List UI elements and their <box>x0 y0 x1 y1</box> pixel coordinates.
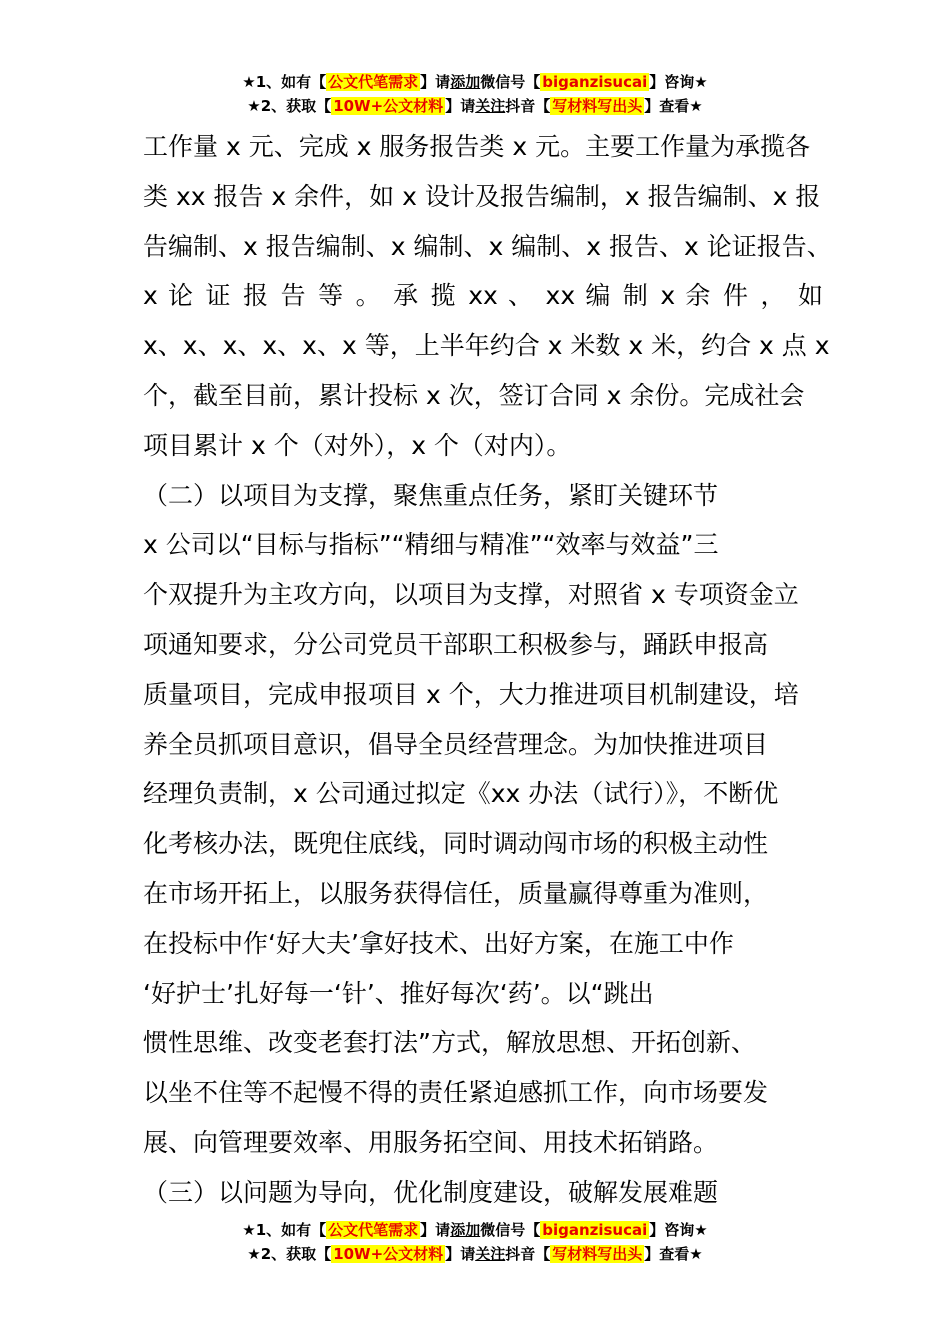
text-line: ‘好护士’扎好每一‘针’、推好每次‘药’。以“跳出 <box>143 978 654 1008</box>
text-line: 质量项目，完成申报项目 x 个，大力推进项目机制建设，培 <box>143 679 799 709</box>
text-line: 在投标中作‘好大夫’拿好技术、出好方案，在施工中作 <box>143 928 734 958</box>
banner-highlight: 公文代笔需求 <box>328 73 419 91</box>
text-line: 化考核办法，既兜住底线，同时调动闯市场的积极主动性 <box>143 829 769 859</box>
banner-douyin-id: 写材料写出头 <box>552 97 643 115</box>
text-line: 展、向管理要效率、用服务拓空间、用技术拓销路。 <box>143 1127 719 1157</box>
text-line: 以坐不住等不起慢不得的责任紧迫感抓工作，向市场要发 <box>143 1078 769 1108</box>
banner-wechat-id: biganzisucai <box>542 1221 648 1239</box>
text-line: 告编制、x 报告编制、x 编制、x 编制、x 报告、x 论证报告、 <box>143 231 832 261</box>
text-line: x 公司以“目标与指标”“精细与精准”“效率与效益”三 <box>143 530 719 560</box>
banner-highlight: 10W+公文材料 <box>333 97 444 115</box>
text-line: 养全员抓项目意识，倡导全员经营理念。为加快推进项目 <box>143 729 769 759</box>
section-heading: （二）以项目为支撑，聚焦重点任务，紧盯关键环节 <box>143 480 719 510</box>
banner-line-1: ★1、如有【 公文代笔需求 】请添加微信号【 biganzisucai 】咨询★ <box>242 1221 708 1239</box>
document-body <box>143 122 832 1218</box>
top-banner <box>0 70 950 118</box>
banner-douyin-id: 写材料写出头 <box>552 1245 643 1263</box>
text-line: 个，截至目前，累计投标 x 次，签订合同 x 余份。完成社会 <box>143 380 805 410</box>
text-line: 惯性思维、改变老套打法”方式，解放思想、开拓创新、 <box>143 1028 756 1058</box>
banner-highlight: 公文代笔需求 <box>328 1221 419 1239</box>
text-line: 工作量 x 元、完成 x 服务报告类 x 元。主要工作量为承揽各 <box>143 132 811 161</box>
banner-highlight: 10W+公文材料 <box>333 1245 444 1263</box>
banner-line-1: ★1、如有【 公文代笔需求 】请添加微信号【 biganzisucai 】咨询★ <box>242 73 708 91</box>
text-line: x 论 证 报 告 等 。 承 揽 xx 、 xx 编 制 x 余 件 ， 如 <box>143 281 823 311</box>
text-line: x、x、x、x、x、x 等，上半年约合 x 米数 x 米，约合 x 点 x <box>143 331 830 361</box>
text-line: 项通知要求，分公司党员干部职工积极参与，踊跃申报高 <box>143 629 769 659</box>
banner-line-2: ★2、获取【 10W+公文材料 】请关注抖音【 写材料写出头 】查看★ <box>247 1245 703 1263</box>
section-heading: （三）以问题为导向，优化制度建设，破解发展难题 <box>143 1177 719 1207</box>
banner-line-2: ★2、获取【 10W+公文材料 】请关注抖音【 写材料写出头 】查看★ <box>247 97 703 115</box>
text-line: 项目累计 x 个（对外），x 个（对内）。 <box>143 430 572 460</box>
text-line: 在市场开拓上，以服务获得信任，质量赢得尊重为准则， <box>143 878 769 908</box>
bottom-banner <box>0 1218 950 1266</box>
text-line: 个双提升为主攻方向，以项目为支撑，对照省 x 专项资金立 <box>143 580 799 610</box>
text-line: 类 xx 报告 x 余件，如 x 设计及报告编制，x 报告编制、x 报 <box>143 181 821 211</box>
text-line: 经理负责制，x 公司通过拟定《xx 办法（试行）》，不断优 <box>143 779 779 809</box>
banner-wechat-id: biganzisucai <box>542 73 648 91</box>
